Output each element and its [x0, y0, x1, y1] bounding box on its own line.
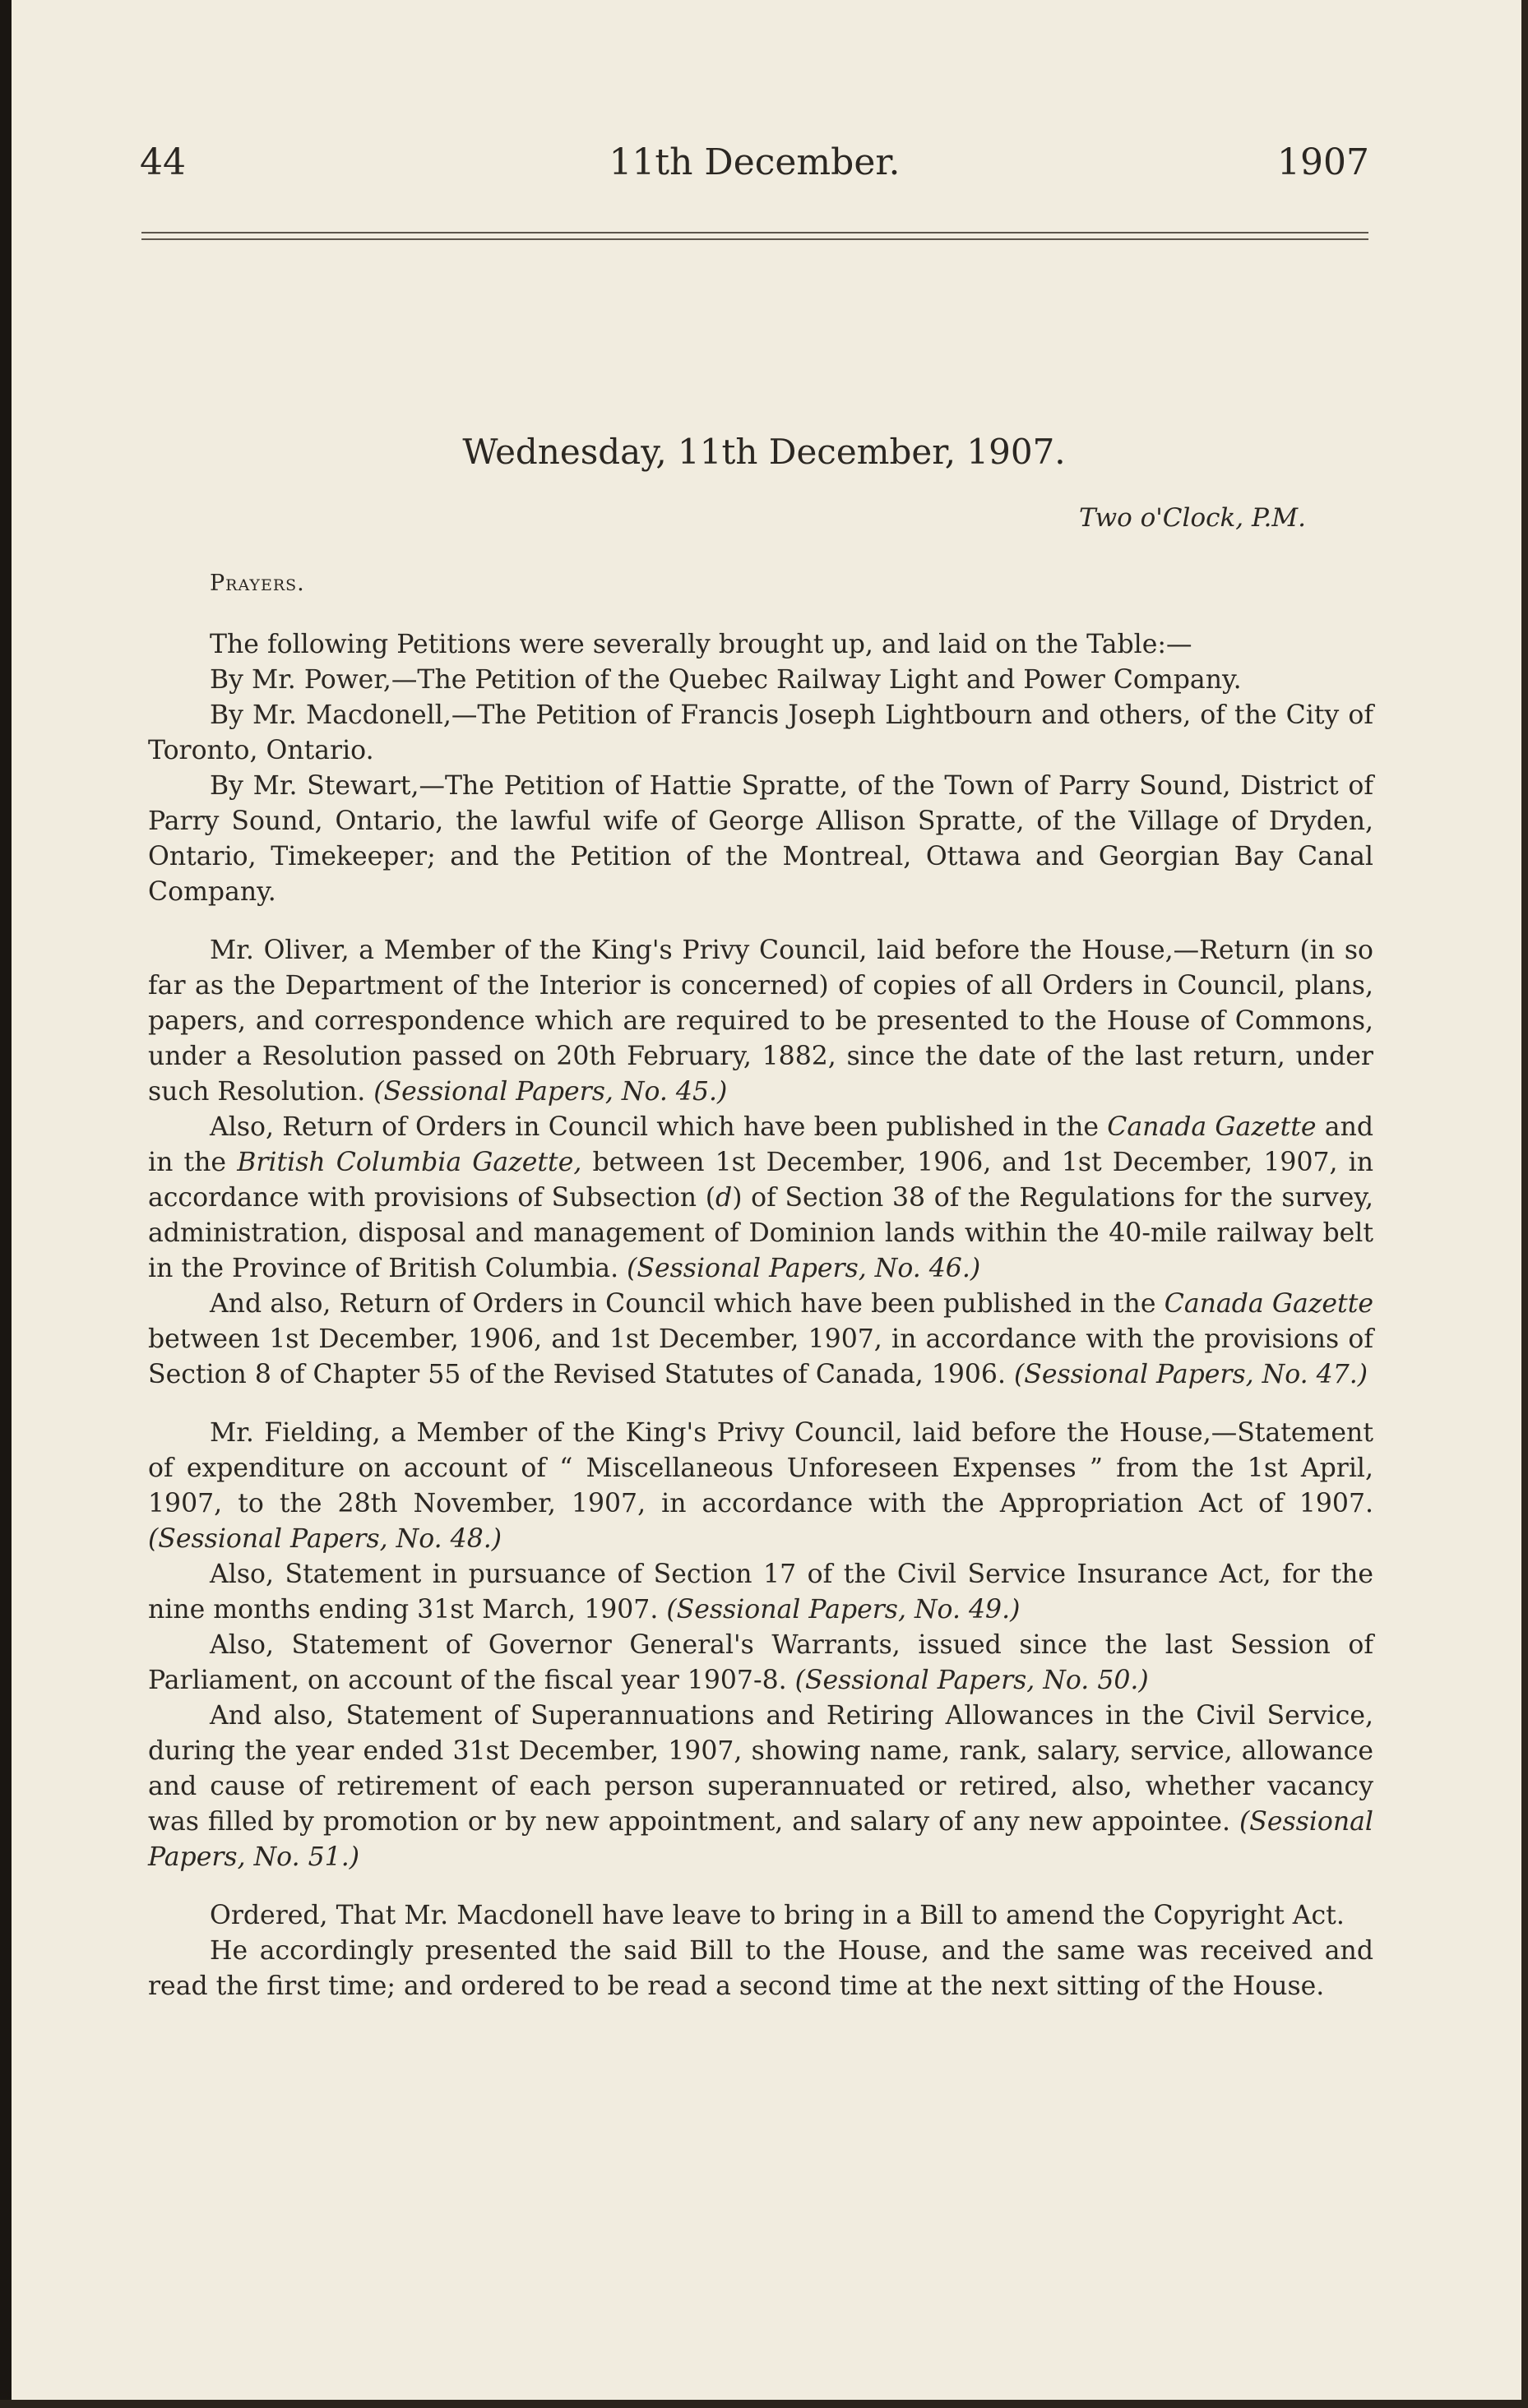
- paragraph-text: Also, Statement in pursuance of Section 17 of the Civil Service Insurance Act, for the nine months ending 31st March, 1907.: [148, 1560, 1373, 1625]
- paragraph-text: ) of Section 38 of the Regulations for the survey, administration, disposal and management of Dominion lands within the 40-mile railway belt in the Province of British Columbia.: [148, 1183, 1373, 1283]
- sitting-time: Two o'Clock, P.M.: [1079, 503, 1306, 533]
- sessional-paper-ref: (Sessional Papers, No. 46.): [627, 1254, 981, 1283]
- paragraph-insurance-statement: [148, 1557, 1373, 1628]
- journal-body: [148, 566, 1373, 2004]
- scan-edge-right: [1521, 0, 1528, 2408]
- paragraph-canada-gazette-return: [148, 1287, 1373, 1393]
- paragraph-text: and in the: [148, 1112, 1374, 1177]
- header-year: 1907: [1277, 141, 1369, 183]
- paragraph-petition-stewart: By Mr. Stewart,—The Petition of Hattie Spratte, of the Town of Parry Sound, District of Parry Sound, Ontario, the lawful wife of George Allison Spratte, of the Village of Dryden, Ontario, Timekeeper; and the Petition of the Montreal, Ottawa and Georgian Bay Canal Company.: [148, 771, 1373, 907]
- paragraph-superannuations-statement: [148, 1699, 1373, 1875]
- prayers-heading: Prayers.: [210, 571, 305, 596]
- sessional-paper-ref: (Sessional Papers, No. 48.): [148, 1524, 502, 1554]
- sessional-paper-ref: (Sessional Papers, No. 51.): [148, 1807, 1373, 1872]
- header-rule-top: [141, 232, 1368, 233]
- paragraph-copyright-bill-ordered: Ordered, That Mr. Macdonell have leave to bring in a Bill to amend the Copyright Act.: [210, 1901, 1345, 1930]
- paragraph-petitions-intro: The following Petitions were severally brought up, and laid on the Table:—: [210, 630, 1192, 659]
- paragraph-oliver-return: [148, 933, 1373, 1110]
- running-header: [140, 141, 1369, 199]
- sessional-paper-ref: (Sessional Papers, No. 50.): [794, 1666, 1149, 1695]
- publication-name: British Columbia Gazette,: [237, 1148, 582, 1177]
- paragraph-warrants-statement: [148, 1628, 1373, 1699]
- header-date: 11th December.: [609, 141, 901, 183]
- paragraph-text: between 1st December, 1906, and 1st December, 1907, in accordance with the provisions of Section 8 of Chapter 55 of the Revised Statutes of Canada, 1906.: [148, 1324, 1373, 1389]
- header-rule-bottom: [141, 238, 1368, 240]
- paragraph-copyright-bill-presented: He accordingly presented the said Bill to the House, and the same was received and read the first time; and ordered to be read a second time at the next sitting of the House.: [148, 1936, 1373, 2001]
- scan-edge-bottom: [0, 2400, 1528, 2408]
- paragraph-petition-macdonell: By Mr. Macdonell,—The Petition of Francis Joseph Lightbourn and others, of the City of Toronto, Ontario.: [148, 700, 1373, 765]
- paragraph-text: Also, Statement of Governor General's Warrants, issued since the last Session of Parliament, on account of the fiscal year 1907-8.: [148, 1630, 1373, 1695]
- page-number: 44: [140, 141, 186, 183]
- paragraph-text: Mr. Fielding, a Member of the King's Privy Council, laid before the House,—Statement of expenditure on account of “ Miscellaneous Unforeseen Expenses ” from the 1st April, 1907, to the 28th November, 1907, in accordance with the Appropriation Act of 1907.: [148, 1418, 1373, 1518]
- paragraph-text: Mr. Oliver, a Member of the King's Privy Council, laid before the House,—Return (in so far as the Department of the Interior is concerned) of copies of all Orders in Council, plans, papers, and correspondence which are required to be presented to the House of Commons, under a Resolution passed on 20th February, 1882, since the date of the last return, under such Resolution.: [148, 936, 1373, 1107]
- paragraph-petition-power: By Mr. Power,—The Petition of the Quebec Railway Light and Power Company.: [210, 665, 1242, 695]
- paragraph-bc-return: [148, 1110, 1373, 1287]
- day-title: Wednesday, 11th December, 1907.: [462, 432, 1066, 472]
- paragraph-text: And also, Return of Orders in Council which have been published in the: [210, 1289, 1156, 1319]
- subsection-letter: d: [715, 1183, 733, 1213]
- scan-edge-left: [0, 0, 12, 2408]
- paragraph-text: Also, Return of Orders in Council which have been published in the: [210, 1112, 1100, 1142]
- paragraph-fielding-statement: [148, 1416, 1373, 1557]
- sessional-paper-ref: (Sessional Papers, No. 49.): [666, 1595, 1021, 1625]
- publication-name: Canada Gazette: [1164, 1289, 1374, 1319]
- sessional-paper-ref: (Sessional Papers, No. 45.): [373, 1077, 728, 1107]
- publication-name: Canada Gazette: [1107, 1112, 1317, 1142]
- paragraph-text: And also, Statement of Superannuations and Retiring Allowances in the Civil Service, during the year ended 31st December, 1907, showing name, rank, salary, service, allowance and cause of retirement of each person superannuated or retired, also, whether vacancy was filled by promotion or by new appointment, and salary of any new appointee.: [148, 1701, 1373, 1837]
- sessional-paper-ref: (Sessional Papers, No. 47.): [1014, 1360, 1368, 1389]
- paragraph-text: between 1st December, 1906, and 1st December, 1907, in accordance with provisions of Subsection (: [148, 1148, 1374, 1213]
